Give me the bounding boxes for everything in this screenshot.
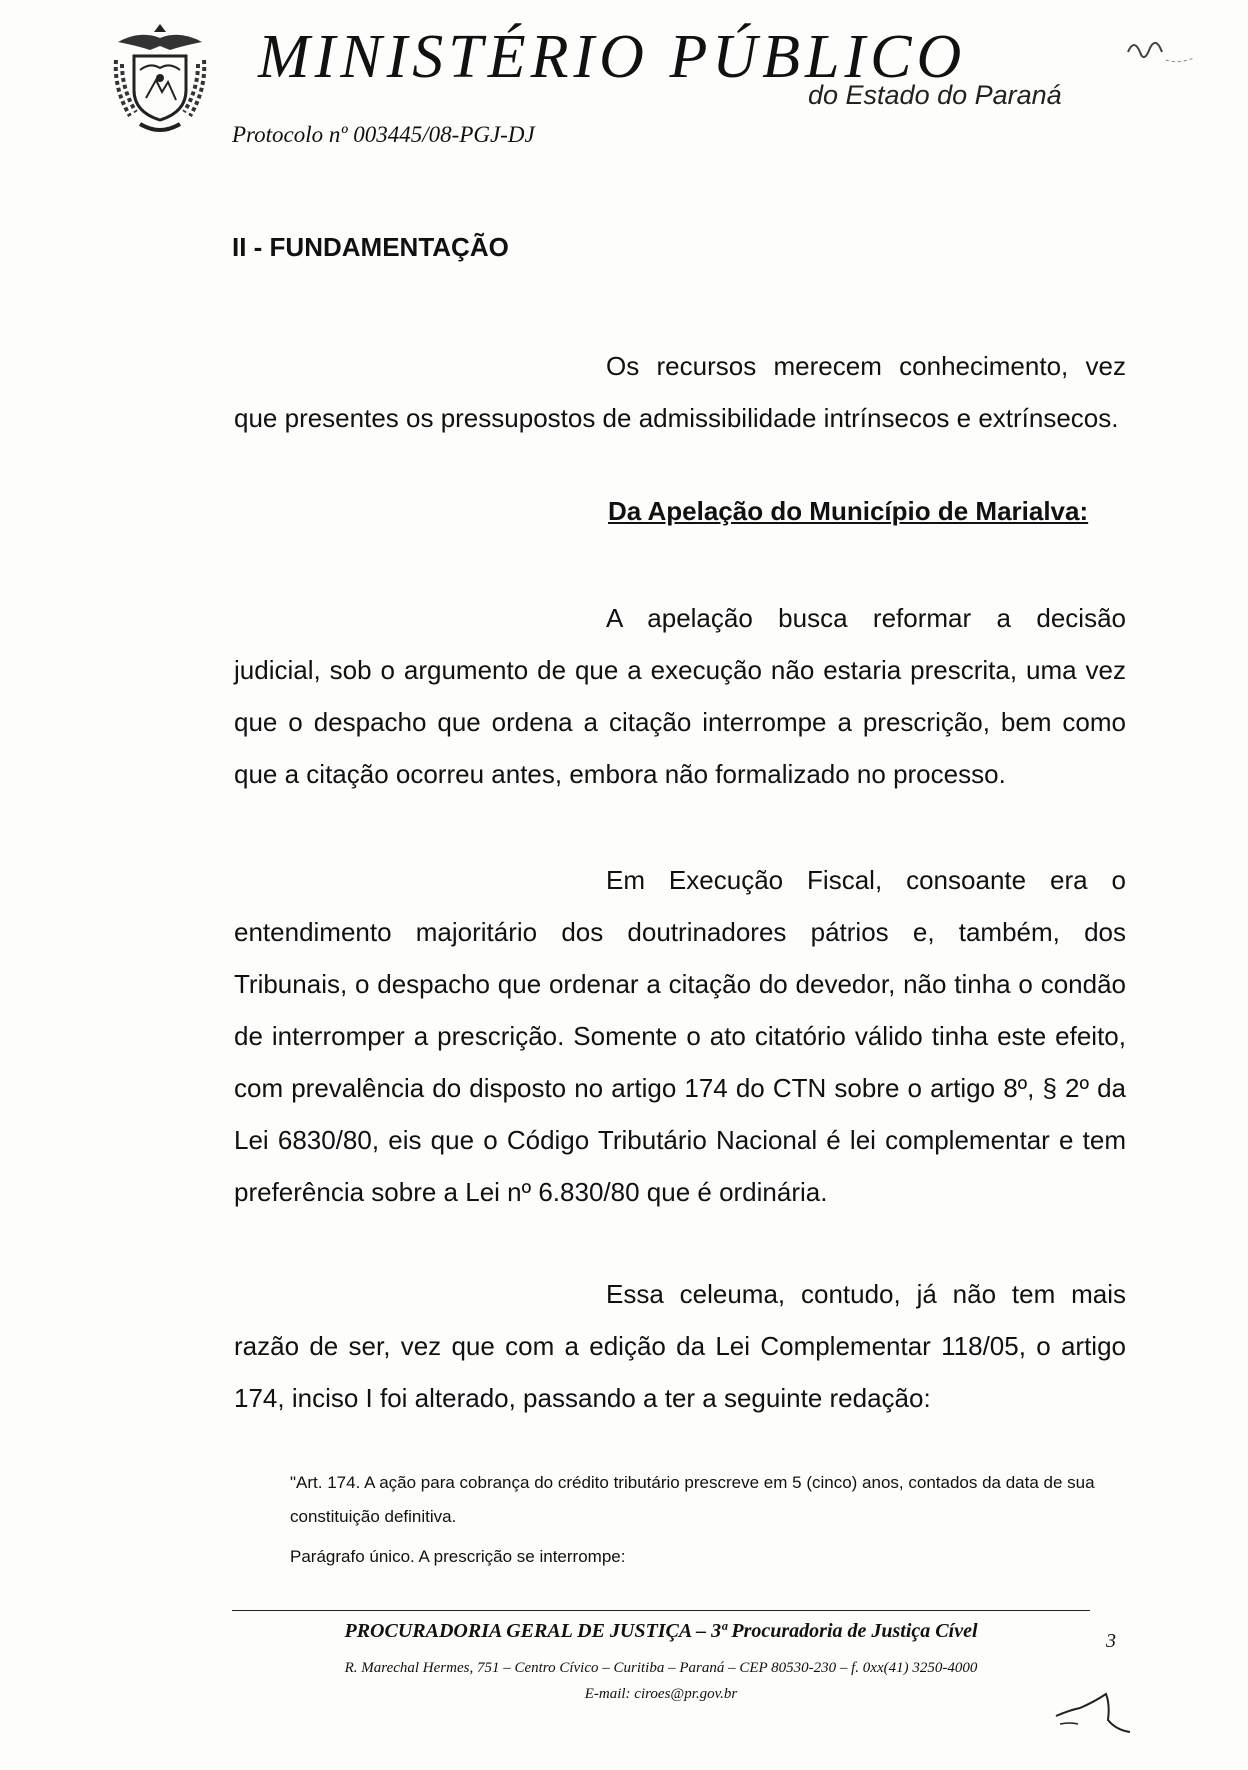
paragraph-complementary-law: Essa celeuma, contudo, já não tem mais razão de ser, vez que com a edição da Lei Complementar 118/05, o artigo 174, inciso I foi alterado, passando a ter a seguinte redação:: [234, 1279, 1126, 1413]
protocol-number: Protocolo nº 003445/08-PGJ-DJ: [232, 122, 535, 147]
paragraph-admissibility: Os recursos merecem conhecimento, vez que presentes os pressupostos de admissibilidade intrínsecos e extrínsecos.: [234, 351, 1126, 433]
subheading-appeal: Da Apelação do Município de Marialva:: [608, 496, 1089, 526]
page-number: 3: [1106, 1630, 1116, 1652]
footer-office-name: PROCURADORIA GERAL DE JUSTIÇA – 3ª Procuradoria de Justiça Cível: [344, 1620, 978, 1642]
institution-title: MINISTÉRIO PÚBLICO: [258, 23, 967, 91]
handwritten-initials: [1050, 1680, 1150, 1740]
footer-divider: [232, 1610, 1090, 1611]
section-title: II - FUNDAMENTAÇÃO: [232, 232, 509, 262]
footer-email: E-mail: ciroes@pr.gov.br: [584, 1686, 738, 1702]
footer-address: R. Marechal Hermes, 751 – Centro Cívico – Curitiba – Paraná – CEP 80530-230 – f. 0xx(41) 3250-4000: [344, 1660, 978, 1676]
paragraph-fiscal-execution: Em Execução Fiscal, consoante era o entendimento majoritário dos doutrinadores pátrios e, também, dos Tribunais, o despacho que ordenar a citação do devedor, não tinha o condão de interromper a prescrição. Somente o ato citatório válido tinha este efeito, com prevalência do disposto no artigo 174 do CTN sobre o artigo 8º, § 2º da Lei 6830/80, eis que o Código Tributário Nacional é lei complementar e tem preferência sobre a Lei nº 6.830/80 que é ordinária.: [234, 865, 1126, 1207]
quote-sole-paragraph: Parágrafo único. A prescrição se interrompe:: [290, 1547, 626, 1566]
institution-subtitle: do Estado do Paraná: [808, 80, 1062, 110]
state-coat-of-arms-icon: [110, 20, 210, 138]
paragraph-appeal-summary: A apelação busca reformar a decisão judicial, sob o argumento de que a execução não estaria prescrita, uma vez que o despacho que ordena a citação interrompe a prescrição, bem como que a citação ocorreu antes, embora não formalizado no processo.: [234, 603, 1126, 789]
quote-article-174: "Art. 174. A ação para cobrança do crédito tributário prescreve em 5 (cinco) anos, contados da data de sua constituição definitiva.: [290, 1473, 1095, 1526]
handwritten-page-mark: [1120, 24, 1200, 74]
